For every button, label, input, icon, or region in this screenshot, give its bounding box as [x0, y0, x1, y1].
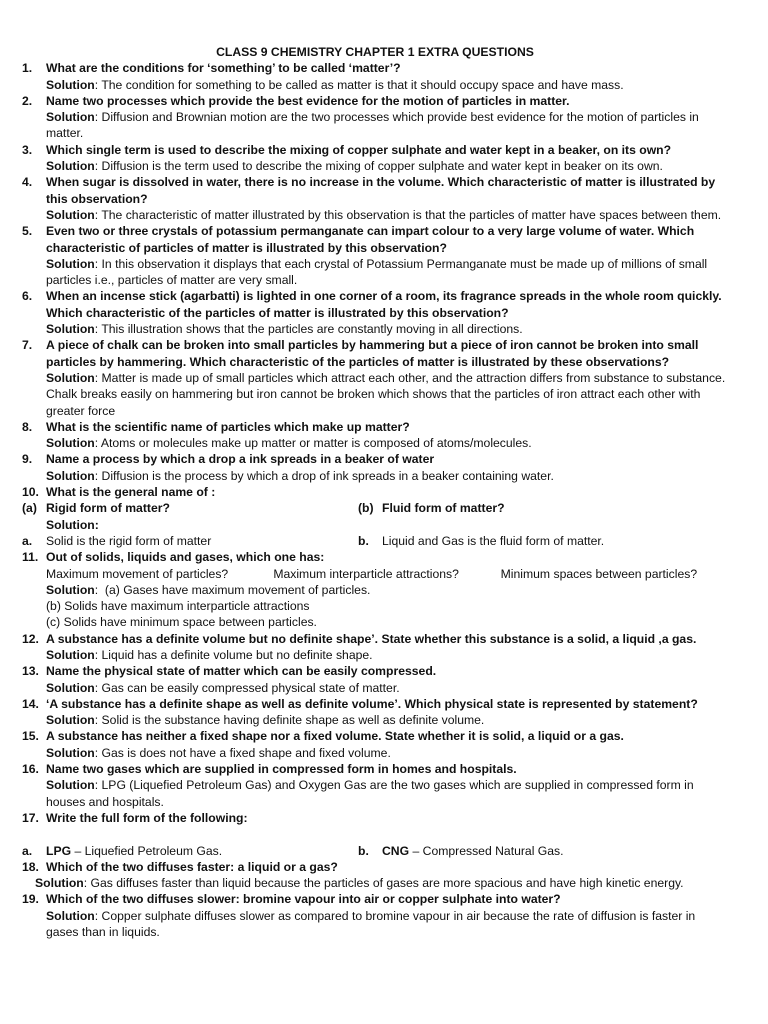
solution-text: Gas can be easily compressed physical state of matter. [101, 680, 400, 695]
abbreviation: CNG [382, 843, 410, 858]
question-18 [22, 859, 728, 875]
question-text: When an incense stick (agarbatti) is lighted in one corner of a room, its fragrance spreads in the whole room quickly. Which characteristic of the particles of matter is illustrated by this observation? [46, 289, 722, 320]
question-number: 10. [22, 485, 39, 500]
question-text: What is the scientific name of particles which make up matter? [46, 419, 410, 434]
solution: Solution: The condition for something to be called as matter is that it should occupy space and have mass. [46, 77, 624, 92]
question-15 [22, 728, 728, 761]
solution-label: Solution [46, 647, 95, 662]
solution-text: Diffusion is the term used to describe the mixing of copper sulphate and water kept in beaker on its own. [101, 159, 663, 174]
question-17-answers [22, 843, 728, 859]
solution-label: Solution [46, 680, 95, 695]
question-19 [22, 891, 728, 940]
question-text: What are the conditions for ‘something’ to be called ‘matter’? [46, 61, 401, 76]
solution-text: Atoms or molecules make up matter or matter is composed of atoms/molecules. [100, 436, 532, 451]
question-number: 15. [22, 729, 39, 744]
question-5 [22, 223, 728, 288]
solution-label: Solution [46, 468, 95, 483]
solution: Solution: Atoms or molecules make up matter or matter is composed of atoms/molecules. [46, 436, 532, 451]
full-form: – Compressed Natural Gas. [409, 843, 564, 858]
solution: Solution: Liquid has a definite volume but no definite shape. [46, 647, 373, 662]
full-form: – Liquefied Petroleum Gas. [71, 843, 223, 858]
question-text: A substance has a definite volume but no definite shape’. State whether this substance is a solid, a liquid ,a gas. [46, 631, 697, 646]
solution: Solution: In this observation it displays that each crystal of Potassium Permanganate must be made up of millions of small particles i.e., particles of matter are very small. [46, 256, 708, 288]
solution-text: Diffusion and Brownian motion are the two processes which provide best evidence for the motion of particles in matter. [46, 110, 699, 141]
question-number: 19. [22, 892, 39, 907]
question-number: 1. [22, 61, 33, 76]
question-11 [22, 549, 728, 565]
question-text: Name two processes which provide the best evidence for the motion of particles in matter. [46, 93, 570, 108]
solution-label: Solution [46, 713, 95, 728]
part-tag: (a) [22, 501, 37, 516]
answer-tag: b. [358, 843, 369, 858]
solution-label: Solution [46, 207, 95, 222]
question-4 [22, 174, 728, 223]
question-text: When sugar is dissolved in water, there is no increase in the volume. Which characteristic of matter is illustrated by this observation? [46, 175, 716, 206]
solution: Solution: Solid is the substance having definite shape as well as definite volume. [46, 713, 485, 728]
solution: Solution: Diffusion and Brownian motion are the two processes which provide best evidence for the motion of particles in matter. [46, 110, 699, 141]
question-text: Which of the two diffuses slower: bromine vapour into air or copper sulphate into water? [46, 892, 561, 907]
solution: Solution: (a) Gases have maximum movement of particles. [46, 582, 371, 597]
question-text: ‘A substance has a definite shape as well as definite volume’. Which physical state is represented by statement? [46, 696, 698, 711]
solution-text: Diffusion is the process by which a drop of ink spreads in a beaker containing water. [101, 468, 554, 483]
solution: Solution: Gas can be easily compressed physical state of matter. [46, 680, 400, 695]
solution-text: Solid is the substance having definite shape as well as definite volume. [101, 713, 485, 728]
question-16 [22, 761, 728, 810]
question-number: 12. [22, 631, 39, 646]
solution: Solution: Matter is made up of small particles which attract each other, and the attraction differs from substance to substance. Chalk breaks easily on hammering but iron cannot be broken which shows that the particles of iron attract each other with greater force [46, 370, 726, 418]
question-number: 11. [22, 550, 39, 565]
answer-tag: a. [22, 843, 33, 858]
solution-label: Solution [46, 370, 95, 385]
solution-text: The characteristic of matter illustrated by this observation is that the particles of matter have spaces between them. [101, 207, 722, 222]
question-number: 14. [22, 696, 39, 711]
solution-label: Solution [46, 745, 95, 760]
question-number: 3. [22, 142, 33, 157]
question-text: Write the full form of the following: [46, 810, 248, 825]
part-tag: (b) [358, 501, 374, 516]
question-9 [22, 451, 728, 484]
question-number: 7. [22, 338, 33, 353]
question-11-options [22, 566, 728, 582]
question-number: 9. [22, 452, 33, 467]
part-text: Rigid form of matter? [46, 501, 170, 516]
question-number: 16. [22, 762, 39, 777]
answer-text: Solid is the rigid form of matter [46, 533, 212, 548]
solution: Solution: This illustration shows that the particles are constantly moving in all directions. [46, 322, 523, 337]
question-number: 6. [22, 289, 33, 304]
solution-text: Liquid has a definite volume but no definite shape. [101, 647, 373, 662]
solution-text: LPG (Liquefied Petroleum Gas) and Oxygen Gas are the two gases which are supplied in compressed form in houses and hospitals. [46, 778, 694, 809]
question-text: Which single term is used to describe the mixing of copper sulphate and water kept in a beaker, on its own? [46, 142, 672, 157]
solution-label: Solution: [46, 517, 99, 532]
solution-label: Solution [46, 436, 95, 451]
answer-tag: b. [358, 533, 369, 548]
solution-text: Gas is does not have a fixed shape and fixed volume. [101, 745, 391, 760]
option-text: Minimum spaces between particles? [500, 566, 698, 581]
solution: Solution: Diffusion is the term used to describe the mixing of copper sulphate and water kept in beaker on its own. [46, 159, 663, 174]
solution-line: (b) Solids have maximum interparticle attractions [46, 599, 310, 614]
question-number: 13. [22, 664, 39, 679]
question-text: Name two gases which are supplied in compressed form in homes and hospitals. [46, 762, 517, 777]
question-12 [22, 631, 728, 664]
question-text: A piece of chalk can be broken into small particles by hammering but a piece of iron cannot be broken into small particles by hammering. Which characteristic of the particles of matter is illustrated by these observations? [46, 338, 699, 369]
question-text: Which of the two diffuses faster: a liquid or a gas? [46, 859, 338, 874]
part-text: Fluid form of matter? [382, 501, 505, 516]
answer-tag: a. [22, 533, 33, 548]
solution-line: (c) Solids have minimum space between particles. [46, 615, 317, 630]
question-2 [22, 93, 728, 142]
question-6 [22, 288, 728, 337]
solution-text: In this observation it displays that each crystal of Potassium Permanganate must be made up of millions of small particles i.e., particles of matter are very small. [46, 256, 708, 288]
question-text: A substance has neither a fixed shape nor a fixed volume. State whether it is solid, a liquid or a gas. [46, 729, 624, 744]
solution: Solution: The characteristic of matter illustrated by this observation is that the particles of matter have spaces between them. [46, 207, 722, 222]
question-number: 17. [22, 810, 39, 825]
question-10-answers [22, 533, 728, 549]
answer-text [382, 843, 564, 859]
question-number: 5. [22, 224, 33, 239]
solution-text: This illustration shows that the particles are constantly moving in all directions. [101, 322, 523, 337]
question-10 [22, 484, 728, 500]
question-number: 8. [22, 419, 33, 434]
answer-text [46, 843, 222, 859]
option-text: Maximum movement of particles? [46, 566, 229, 581]
question-17 [22, 810, 728, 826]
solution-text: Copper sulphate diffuses slower as compared to bromine vapour in air because the rate of diffusion is faster in gases than in liquids. [46, 908, 696, 940]
solution: Solution: Gas diffuses faster than liquid because the particles of gases are more spacious and have high kinetic energy. [35, 876, 684, 891]
question-10-parts [22, 500, 728, 516]
question-text: Name the physical state of matter which can be easily compressed. [46, 664, 437, 679]
solution-label: Solution [46, 77, 95, 92]
solution-text: Gas diffuses faster than liquid because the particles of gases are more spacious and have high kinetic energy. [90, 876, 684, 891]
solution-text: Matter is made up of small particles which attract each other, and the attraction differs from substance to substance. Chalk breaks easily on hammering but iron cannot be broken which shows that the particles of iron attract each other with greater force [46, 370, 726, 418]
solution: Solution: Gas is does not have a fixed shape and fixed volume. [46, 745, 391, 760]
question-3 [22, 142, 728, 175]
question-13 [22, 663, 728, 696]
solution: Solution: Copper sulphate diffuses slower as compared to bromine vapour in air because the rate of diffusion is faster in gases than in liquids. [46, 908, 696, 940]
solution-label: Solution [46, 110, 95, 125]
solution-label: Solution [46, 582, 95, 597]
solution: Solution: Diffusion is the process by which a drop of ink spreads in a beaker containing water. [46, 468, 554, 483]
solution-text: The condition for something to be called as matter is that it should occupy space and have mass. [101, 77, 624, 92]
answer-text: Liquid and Gas is the fluid form of matter. [382, 533, 605, 548]
question-7 [22, 337, 728, 418]
question-text: What is the general name of : [46, 485, 216, 500]
solution-label: Solution [46, 256, 95, 271]
solution-label: Solution [46, 908, 95, 923]
page-title: CLASS 9 CHEMISTRY CHAPTER 1 EXTRA QUESTIONS [216, 45, 534, 59]
abbreviation: LPG [46, 843, 72, 858]
blank-line [22, 826, 728, 842]
question-number: 2. [22, 93, 33, 108]
solution-label: Solution [46, 159, 95, 174]
solution-label: Solution [46, 778, 95, 793]
solution-label: Solution [46, 322, 95, 337]
question-14 [22, 696, 728, 729]
option-text: Maximum interparticle attractions? [273, 566, 459, 581]
question-text: Out of solids, liquids and gases, which one has: [46, 550, 325, 565]
question-number: 18. [22, 859, 39, 874]
solution-text: (a) Gases have maximum movement of particles. [104, 582, 371, 597]
solution: Solution: LPG (Liquefied Petroleum Gas) and Oxygen Gas are the two gases which are supplied in compressed form in houses and hospitals. [46, 778, 694, 809]
question-1 [22, 60, 728, 93]
question-8 [22, 419, 728, 452]
question-number: 4. [22, 175, 33, 190]
question-text: Even two or three crystals of potassium permanganate can impart colour to a very large volume of water. Which characteristic of particles of matter is illustrated by this observation? [46, 224, 695, 255]
solution-label: Solution [35, 876, 84, 891]
question-text: Name a process by which a drop a ink spreads in a beaker of water [46, 452, 435, 467]
